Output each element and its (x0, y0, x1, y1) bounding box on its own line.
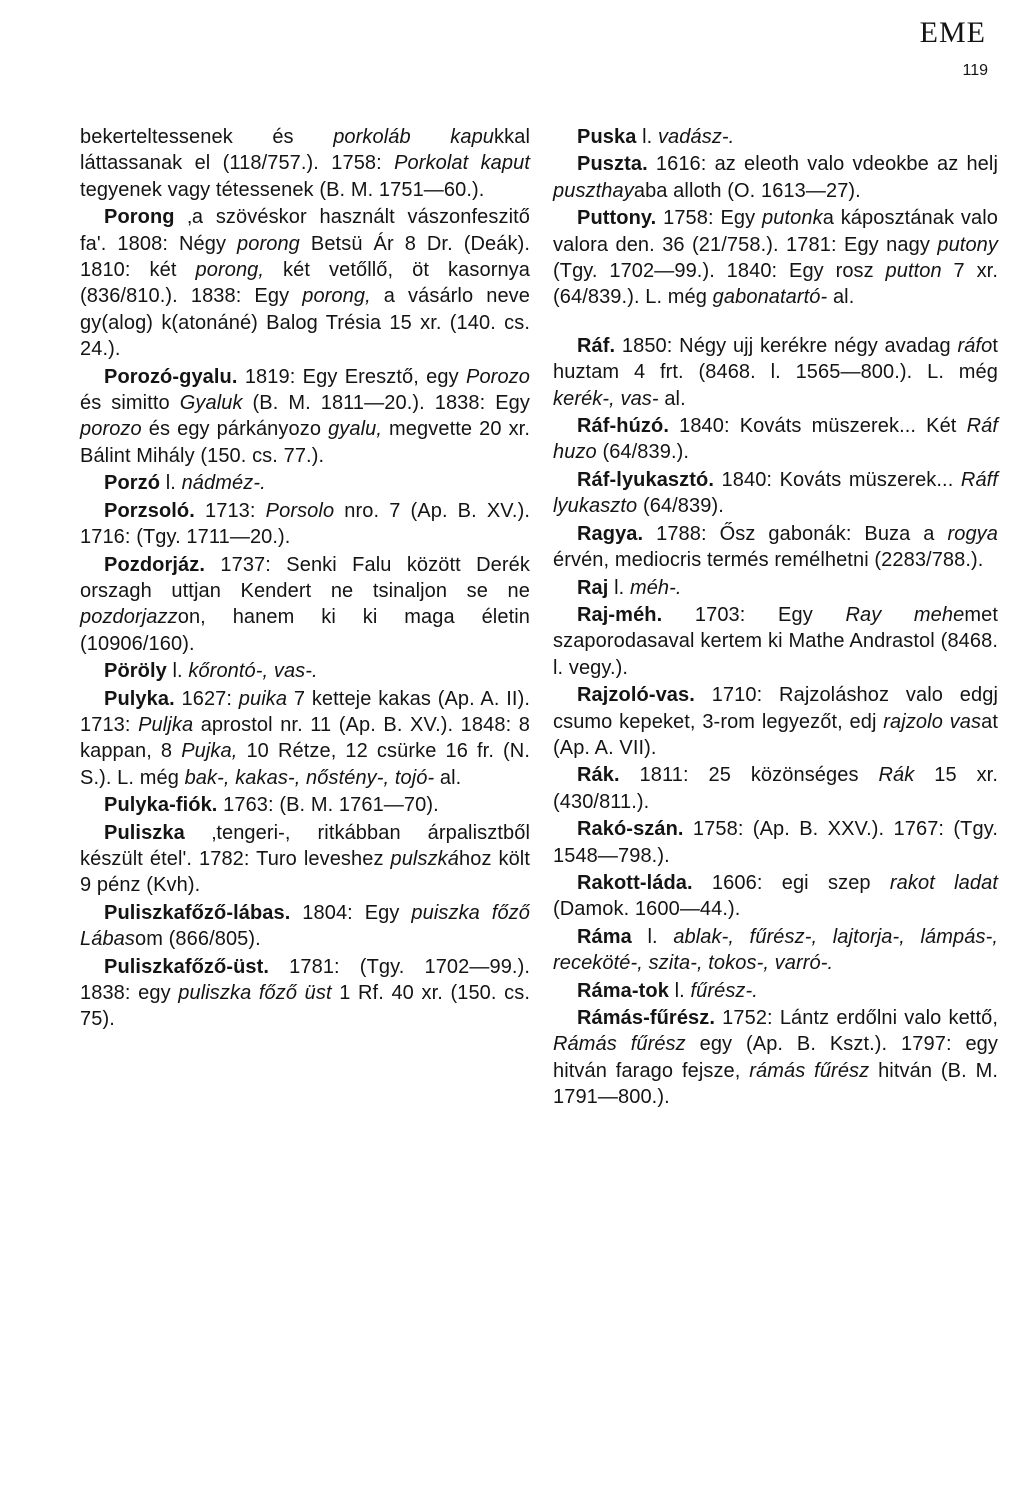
entry-italic-term: Rámás fűrész (553, 1033, 686, 1056)
dictionary-entry (553, 762, 998, 815)
entry-headword: Ráma-tok (577, 979, 669, 1002)
entry-text: l. (636, 126, 658, 148)
entry-italic-term: putonk (762, 207, 823, 230)
right-column (553, 124, 998, 1112)
entry-text: tegyenek vagy tétessenek (B. M. 1751—60.). (80, 178, 485, 201)
entry-headword: Porozó-gyalu. (104, 365, 238, 388)
entry-italic-term: porozo (80, 418, 142, 441)
entry-headword: Ráf-lyukasztó. (577, 468, 714, 491)
dictionary-entry (553, 924, 998, 977)
entry-italic-term: gabonatartó- (712, 286, 828, 309)
entry-text: 1616: az eleoth valo vdeokbe az helj (647, 153, 998, 176)
entry-text: on, hanem ki ki maga életin (10906/160). (80, 606, 530, 655)
entry-text: l. (668, 979, 691, 1002)
entry-text: 7 xr. (64/839.). L. még (553, 260, 998, 309)
entry-italic-term: puszthay (553, 179, 634, 202)
entry-italic-term: nádméz-. (181, 472, 266, 495)
dictionary-entry (553, 151, 998, 204)
entry-italic-term: gyalu, (328, 418, 383, 441)
entry-text: 1763: (B. M. 1761—70). (217, 794, 439, 817)
entry-headword: Puliszkafőző-lábas. (104, 901, 291, 924)
entry-text: ‚tengeri-, ritkábban árpalisztből készült étel'. 1782: Turo leveshez (80, 821, 530, 870)
entry-text: 1811: 25 közönséges (619, 764, 879, 787)
entry-text: l. (631, 925, 674, 948)
entry-text: 1703: Egy (662, 603, 846, 626)
entry-text: 1713: (194, 499, 266, 522)
entry-text: 1840: Kováts müszerek... Két (669, 415, 967, 438)
entry-italic-term: rakot ladat (889, 871, 998, 894)
entry-text: 1804: Egy (290, 901, 412, 924)
dictionary-entry (80, 364, 530, 470)
dictionary-entry (553, 333, 998, 412)
entry-italic-term: kerék-, vas- (553, 387, 659, 410)
entry-text: 1627: (174, 687, 239, 710)
entry-headword: Puszta. (577, 153, 648, 176)
entry-headword: Rámás-fűrész. (577, 1007, 716, 1029)
dictionary-entry (553, 575, 998, 601)
entry-text: bekerteltessenek és (80, 126, 334, 148)
entry-text: 1758: Egy (656, 207, 763, 230)
dictionary-entry (553, 816, 998, 869)
dictionary-entry (80, 792, 530, 818)
entry-italic-term: porong, (302, 285, 371, 308)
entry-italic-term: ráfo (957, 334, 993, 357)
entry-text: t huztam 4 frt. (8468. l. 1565—800.). L. még (553, 334, 998, 384)
dictionary-entry (80, 552, 530, 658)
dictionary-entry (80, 470, 530, 496)
entry-text: 15 xr. (430/811.). (553, 764, 998, 813)
dictionary-entry (80, 820, 530, 899)
entry-headword: Pozdorjáz. (104, 553, 206, 576)
entry-italic-term: Ráff lyukaszto (553, 468, 998, 518)
dictionary-entry (553, 602, 998, 681)
entry-headword: Rakó-szán. (577, 818, 684, 841)
entry-italic-term: puiszka főző Lábas (80, 901, 530, 951)
entry-italic-term: Puljka (138, 713, 194, 736)
entry-text: hoz költ 9 pénz (Kvh). (80, 847, 530, 897)
entry-text: és egy párkányozo (141, 418, 329, 441)
entry-headword: Pulyka-fiók. (104, 794, 218, 817)
entry-headword: Raj (577, 576, 609, 599)
entry-italic-term: pozdorjazz (80, 606, 178, 629)
entry-text: 1781: (Tgy. 1702—99.). 1838: egy (80, 955, 530, 1004)
entry-text: (Tgy. 1702—99.). 1840: Egy rosz (553, 260, 886, 283)
entry-italic-term: porkoláb kapu (333, 126, 495, 148)
dictionary-entry (80, 686, 530, 792)
dictionary-entry (553, 521, 998, 574)
entry-headword: Pulyka. (104, 687, 175, 710)
entry-text: 1752: Lántz erdőlni valo kettő, (715, 1007, 998, 1029)
entry-text: a vásárlo neve gy(alog) k(atonáné) Balog Trésia 15 xr. (140. cs. 24.). (80, 285, 530, 361)
entry-headword: Porzsoló. (104, 499, 195, 522)
dictionary-entry (80, 954, 530, 1033)
entry-text: aba alloth (O. 1613—27). (633, 179, 861, 202)
entry-italic-term: bak-, kakas-, nőstény-, tojó- (184, 766, 435, 789)
entry-headword: Rajzoló-vas. (577, 684, 695, 707)
entry-italic-term: ablak-, fűrész-, lajtorja-, lámpás-, receköté-, szita-, tokos-, varró-. (553, 925, 998, 975)
dictionary-entry (553, 1005, 998, 1111)
dictionary-entry (553, 413, 998, 466)
entry-text: l. (160, 472, 182, 495)
entry-text: 1606: egi szep (692, 871, 890, 894)
entry-text: al. (827, 286, 855, 309)
entry-text: ‚a szövéskor használt vászonfeszitő fa'. 1808: Négy (80, 206, 530, 255)
running-head: EME (919, 16, 986, 49)
entry-text: 1758: (Ap. B. XXV.). 1767: (Tgy. 1548—798.). (553, 818, 998, 867)
entry-headword: Puliszka (104, 821, 185, 844)
entry-text: és simitto (80, 392, 180, 415)
entry-text: om (866/805). (135, 928, 261, 951)
entry-text: al. (434, 766, 462, 789)
entry-text: 10 Rétze, 12 csürke 16 fr. (N. S.). L. még (80, 740, 530, 789)
entry-headword: Ráf-húzó. (577, 415, 669, 438)
entry-text: (B. M. 1811—20.). 1838: Egy (242, 392, 530, 415)
entry-headword: Ráma (577, 925, 632, 948)
entry-italic-term: Porozo (466, 365, 530, 388)
entry-italic-term: vadász-. (657, 126, 735, 148)
dictionary-entry (553, 682, 998, 761)
entry-italic-term: Pujka, (181, 740, 238, 763)
entry-text: l. (608, 576, 630, 599)
entry-headword: Porong (104, 206, 175, 229)
entry-text: nro. 7 (Ap. B. XV.). 1716: (Tgy. 1711—20.). (80, 499, 530, 549)
dictionary-entry (553, 978, 998, 1004)
dictionary-entry (80, 124, 530, 203)
entry-headword: Puliszkafőző-üst. (104, 955, 270, 978)
dictionary-entry (80, 658, 530, 684)
left-column (80, 124, 530, 1034)
entry-headword: Ráf. (577, 334, 616, 357)
entry-italic-term: porong (237, 232, 300, 255)
entry-italic-term: puliszka főző üst (178, 982, 332, 1004)
entry-text: megvette 20 xr. Bálint Mihály (150. cs. 77.). (80, 418, 530, 467)
entry-text: 1737: Senki Falu között Derék orszagh uttjan Kendert ne tsinaljon se ne (80, 553, 530, 602)
entry-text: 1819: Egy Eresztő, egy (237, 365, 467, 388)
entry-italic-term: putton (885, 260, 942, 283)
entry-text: l. (166, 660, 189, 683)
entry-text: (64/839). (637, 495, 724, 518)
dictionary-entry (553, 124, 998, 150)
entry-text: 1 Rf. 40 xr. (150. cs. 75). (80, 982, 530, 1031)
entry-italic-term: fűrész-. (690, 979, 758, 1002)
entry-italic-term: rajzolo vas (883, 710, 982, 733)
entry-italic-term: putony (937, 233, 998, 256)
entry-headword: Rák. (577, 764, 620, 787)
entry-italic-term: Porsolo (265, 499, 335, 522)
dictionary-entry (80, 498, 530, 551)
entry-text: 1788: Ősz gabonák: Buza a (643, 522, 948, 545)
entry-text: kkal láttassanak el (118/757.). 1758: (80, 126, 530, 175)
entry-headword: Porzó (104, 472, 161, 495)
entry-text: egy (Ap. B. Kszt.). 1797: egy hitván farago fejsze, (553, 1033, 998, 1082)
entry-text: 1710: Rajzoláshoz valo edgj csumo kepeket, 3-rom legyezőt, edj (553, 684, 998, 733)
entry-headword: Ragya. (577, 522, 644, 545)
entry-text: (Damok. 1600—44.). (553, 898, 741, 921)
entry-italic-term: Gyaluk (179, 392, 243, 415)
entry-italic-term: porong, (195, 259, 265, 282)
dictionary-entry (553, 467, 998, 520)
entry-italic-term: méh-. (629, 576, 682, 599)
dictionary-entry (80, 900, 530, 953)
entry-text: at (Ap. A. VII). (553, 710, 998, 759)
entry-text: két vetőllő, öt kasornya (836/810.). 1838: Egy (80, 259, 531, 308)
entry-text: al. (658, 387, 686, 410)
entry-italic-term: Rák (878, 764, 915, 787)
entry-italic-term: Ray mehe (845, 603, 965, 626)
dictionary-entry (553, 870, 998, 923)
entry-text: met szaporodasaval kertem ki Mathe Andrastol (8468. l. vegy.). (553, 603, 998, 679)
entry-text: 1850: Négy ujj kerékre négy avadag (615, 334, 958, 357)
page-number: 119 (962, 62, 988, 79)
entry-headword: Puska (577, 126, 637, 148)
entry-italic-term: rámás fűrész (749, 1059, 870, 1082)
entry-headword: Rakott-láda. (577, 871, 693, 894)
entry-italic-term: kőrontó-, vas-. (188, 660, 318, 683)
entry-text: 1840: Kováts müszerek... (714, 468, 961, 491)
entry-text: 7 kettеje kakas (Ap. A. II). 1713: (80, 687, 530, 736)
dictionary-entry (80, 204, 530, 362)
entry-italic-term: rogya (947, 522, 998, 545)
entry-italic-term: Ráf huzo (553, 415, 998, 464)
entry-italic-term: puika (238, 687, 288, 710)
entry-text: aprostol nr. 11 (Ap. B. XV.). 1848: 8 kappan, 8 (80, 713, 530, 763)
entry-text: hitván (B. M. 1791—800.). (553, 1059, 998, 1109)
entry-headword: Puttony. (577, 207, 657, 230)
entry-headword: Pöröly (104, 660, 167, 683)
entry-text: (64/839.). (596, 441, 690, 464)
entry-italic-term: Porkolat kaput (394, 152, 530, 175)
entry-headword: Raj-méh. (577, 603, 663, 626)
dictionary-entry (553, 205, 998, 311)
entry-italic-term: pulszká (390, 847, 459, 870)
entry-text: érvén, mediocris termés remélhetni (2283/788.). (553, 549, 984, 572)
entry-text: Betsü Ár 8 Dr. (Deák). 1810: két (80, 232, 530, 282)
entry-text: a káposztának valo valora den. 36 (21/758.). 1781: Egy nagy (553, 207, 998, 256)
